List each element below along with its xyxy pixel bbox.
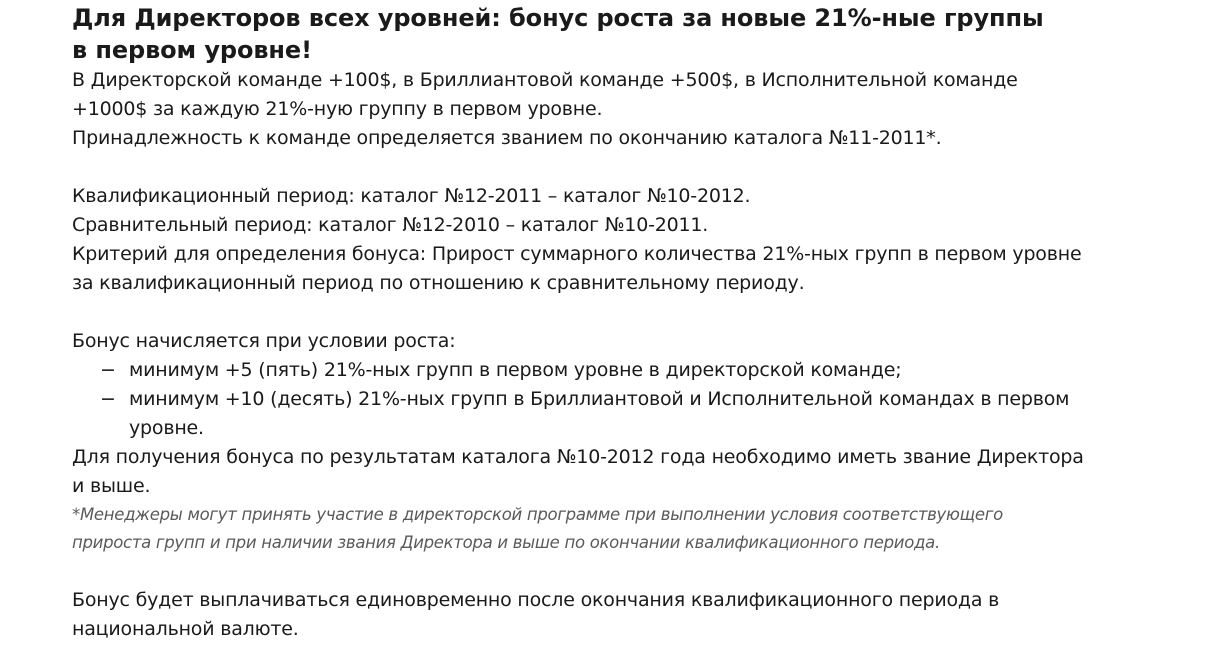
comparison-period: Сравнительный период: каталог №12-2010 – каталог №10-2011. — [72, 214, 709, 236]
condition-1-line-1: минимум +5 (пять) 21%-ных групп в первом уровне в директорской команде; — [129, 359, 902, 381]
intro-paragraph — [72, 66, 1172, 153]
condition-intro: Бонус начисляется при условии роста: — [72, 330, 456, 352]
dash-bullet: − — [100, 388, 116, 410]
bonus-document — [72, 0, 1172, 644]
requirement-line-1: Для получения бонуса по результатам каталога №10-2012 года необходимо иметь звание Директора — [72, 446, 1084, 468]
footnote — [72, 501, 1172, 557]
paragraph-gap — [72, 557, 1172, 586]
intro-line-1: В Директорской команде +100$, в Бриллиантовой команде +500$, в Исполнительной команде — [72, 69, 1018, 91]
list-item — [72, 356, 1172, 385]
intro-line-2: +1000$ за каждую 21%-ную группу в первом уровне. — [72, 98, 603, 120]
title-line-1: Для Директоров всех уровней: бонус роста за новые 21%-ные группы — [72, 4, 1044, 32]
requirement-paragraph — [72, 443, 1172, 501]
intro-line-3: Принадлежность к команде определяется званием по окончанию каталога №11-2011*. — [72, 127, 942, 149]
criterion-line-1: Критерий для определения бонуса: Прирост суммарного количества 21%-ных групп в первом уровне — [72, 243, 1082, 265]
list-item — [72, 385, 1172, 443]
footnote-line-2: прироста групп и при наличии звания Директора и выше по окончании квалификационного периода. — [72, 533, 940, 552]
dash-bullet: − — [100, 359, 116, 381]
requirement-line-2: и выше. — [72, 475, 151, 497]
document-title — [72, 2, 1172, 66]
condition-2-line-1: минимум +10 (десять) 21%-ных групп в Бриллиантовой и Исполнительной командах в первом — [129, 388, 1070, 410]
title-line-2: в первом уровне! — [72, 36, 312, 64]
paragraph-gap — [72, 153, 1172, 182]
payout-line-1: Бонус будет выплачиваться единовременно после окончания квалификационного периода в — [72, 589, 1000, 611]
periods-paragraph — [72, 182, 1172, 298]
footnote-line-1: *Менеджеры могут принять участие в директорской программе при выполнении условия соответствующего — [72, 505, 1003, 524]
payout-paragraph — [72, 586, 1172, 644]
paragraph-gap — [72, 298, 1172, 327]
criterion-line-2: за квалификационный период по отношению к сравнительному периоду. — [72, 272, 805, 294]
condition-2-line-2: уровне. — [129, 417, 204, 439]
qualification-period: Квалификационный период: каталог №12-2011 – каталог №10-2012. — [72, 185, 751, 207]
conditions-list — [72, 356, 1172, 443]
payout-line-2: национальной валюте. — [72, 618, 299, 640]
